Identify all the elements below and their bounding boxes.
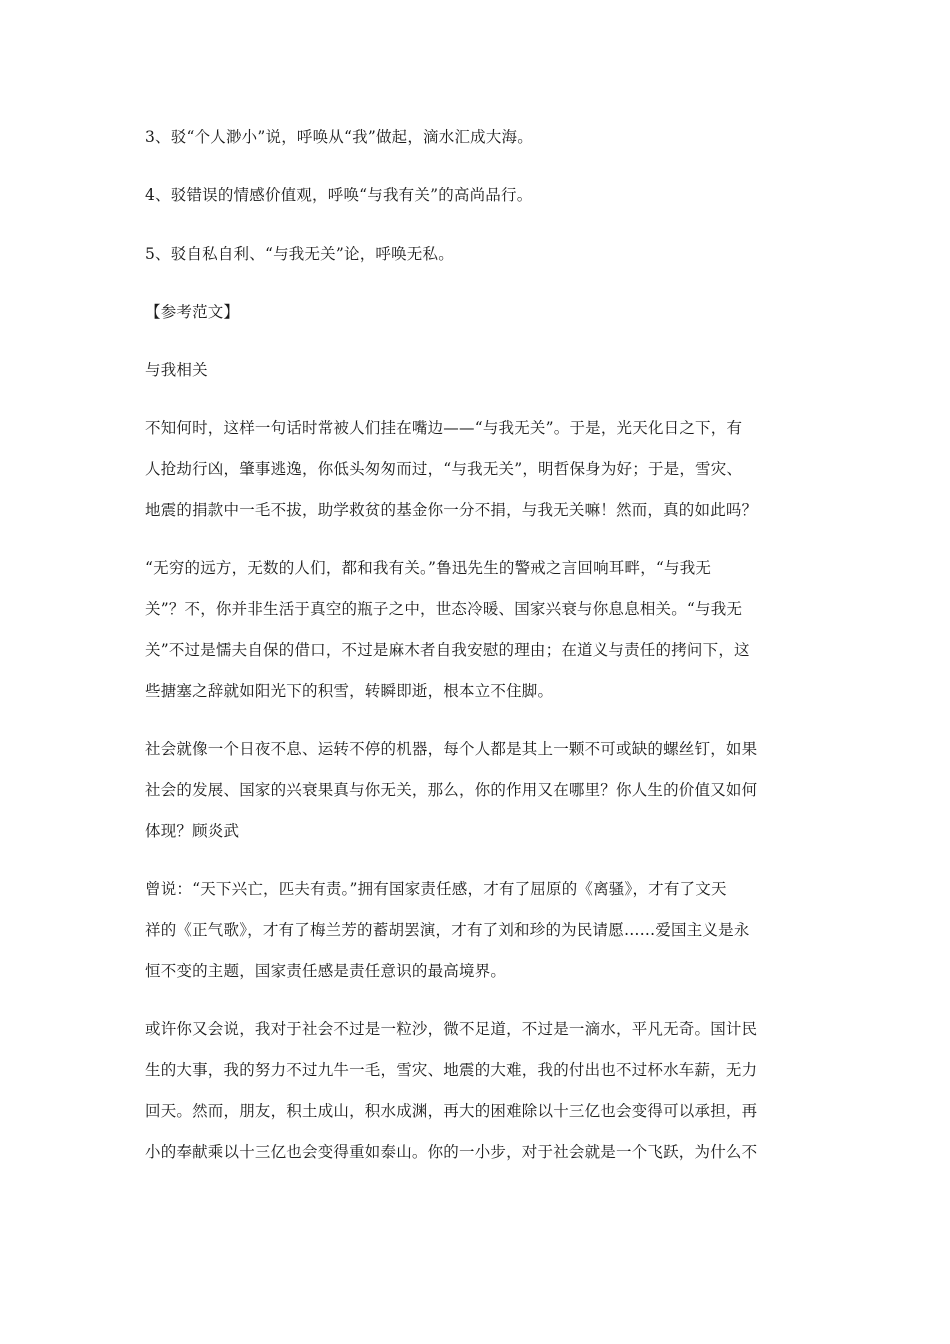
paragraph-line: “无穷的远方，无数的人们，都和我有关。”鲁迅先生的警戒之言回响耳畔，“与我无 <box>145 559 712 577</box>
paragraph-line: 社会就像一个日夜不息、运转不停的机器，每个人都是其上一颗不可或缺的螺丝钉，如果 <box>145 740 758 758</box>
paragraph-line: 不知何时，这样一句话时常被人们挂在嘴边——“与我无关”。于是，光天化日之下，有 <box>145 419 743 437</box>
paragraph-line: 关”？不，你并非生活于真空的瓶子之中，世态冷暖、国家兴衰与你息息相关。“与我无 <box>145 600 743 618</box>
paragraph-line: 曾说：“天下兴亡，匹夫有责。”拥有国家责任感，才有了屈原的《离骚》，才有了文天 <box>145 880 727 898</box>
paragraph-line: 体现？顾炎武 <box>145 822 240 840</box>
paragraph-line: 小的奉献乘以十三亿也会变得重如泰山。你的一小步，对于社会就是一个飞跃，为什么不 <box>145 1143 758 1161</box>
point-5: 5、驳自私自利、“与我无关”论，呼唤无私。 <box>145 245 454 263</box>
paragraph-line: 恒不变的主题，国家责任感是责任意识的最高境界。 <box>145 962 507 980</box>
paragraph-line: 人抢劫行凶，肇事逃逸，你低头匆匆而过，“与我无关”，明哲保身为好；于是，雪灾、 <box>145 460 743 478</box>
paragraph-line: 生的大事，我的努力不过九牛一毛，雪灾、地震的大难，我的付出也不过杯水车薪，无力 <box>145 1061 758 1079</box>
essay-title: 与我相关 <box>145 361 208 379</box>
section-heading: 【参考范文】 <box>145 303 240 321</box>
paragraph-line: 或许你又会说，我对于社会不过是一粒沙，微不足道，不过是一滴水，平凡无奇。国计民 <box>145 1020 758 1038</box>
paragraph-line: 回天。然而，朋友，积土成山，积水成渊，再大的困难除以十三亿也会变得可以承担，再 <box>145 1102 758 1120</box>
paragraph-line: 关”不过是懦夫自保的借口，不过是麻木者自我安慰的理由；在道义与责任的拷问下，这 <box>145 641 750 659</box>
point-4: 4、驳错误的情感价值观，呼唤“与我有关”的高尚品行。 <box>145 186 533 204</box>
point-3: 3、驳“个人渺小”说，呼唤从“我”做起，滴水汇成大海。 <box>145 128 533 146</box>
paragraph-line: 些搪塞之辞就如阳光下的积雪，转瞬即逝，根本立不住脚。 <box>145 682 554 700</box>
paragraph-line: 祥的《正气歌》，才有了梅兰芳的蓄胡罢演，才有了刘和珍的为民请愿……爱国主义是永 <box>145 921 750 939</box>
paragraph-line: 社会的发展、国家的兴衰果真与你无关，那么，你的作用又在哪里？你人生的价值又如何 <box>145 781 758 799</box>
paragraph-line: 地震的捐款中一毛不拔，助学救贫的基金你一分不捐，与我无关嘛！然而，真的如此吗？ <box>145 501 758 519</box>
